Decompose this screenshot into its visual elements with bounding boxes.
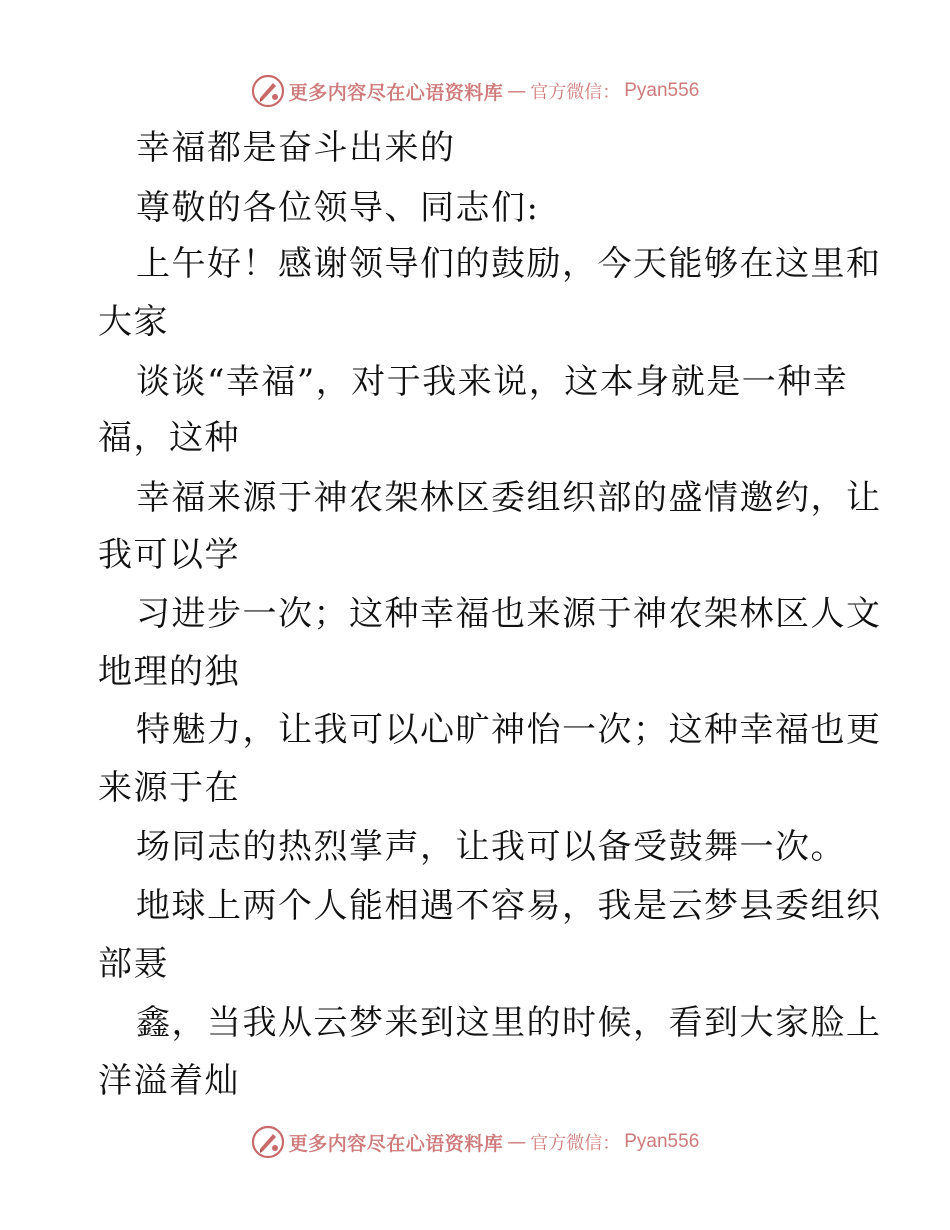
document-title: 幸福都是奋斗出来的 <box>136 128 456 168</box>
header-banner <box>0 71 950 111</box>
paragraph-line: 我可以学 <box>98 535 240 575</box>
paragraph-line: 谈谈“幸福”，对于我来说，这本身就是一种幸 <box>136 362 849 402</box>
paragraph-line: 上午好！感谢领导们的鼓励，今天能够在这里和 <box>136 244 882 284</box>
paragraph-line: 特魅力，让我可以心旷神怡一次；这种幸福也更 <box>136 710 882 750</box>
banner-separator: — <box>507 1131 527 1153</box>
paragraph-line: 部聂 <box>98 944 169 984</box>
paragraph-line: 大家 <box>98 302 169 342</box>
paragraph-line: 洋溢着灿 <box>98 1061 240 1101</box>
banner-separator: — <box>507 80 527 102</box>
quill-seal-icon <box>251 74 285 108</box>
paragraph-line: 鑫，当我从云梦来到这里的时候，看到大家脸上 <box>136 1003 882 1043</box>
paragraph-line: 习进步一次；这种幸福也来源于神农架林区人文 <box>136 594 882 634</box>
footer-banner <box>0 1122 950 1162</box>
banner-title: 更多内容尽在心语资料库 <box>288 1132 504 1155</box>
banner-wechat-label: 官方微信： <box>530 1133 621 1154</box>
paragraph-line: 福，这种 <box>98 418 240 458</box>
paragraph-line: 场同志的热烈掌声，让我可以备受鼓舞一次。 <box>136 827 846 867</box>
paragraph-line: 来源于在 <box>98 768 240 808</box>
banner-title: 更多内容尽在心语资料库 <box>288 81 504 104</box>
quill-seal-icon <box>251 1125 285 1159</box>
salutation: 尊敬的各位领导、同志们: <box>136 188 540 228</box>
banner-wechat-id: Pyan556 <box>624 80 700 101</box>
paragraph-line: 地球上两个人能相遇不容易，我是云梦县委组织 <box>136 886 882 926</box>
paragraph-line: 幸福来源于神农架林区委组织部的盛情邀约，让 <box>136 478 882 518</box>
banner-wechat-label: 官方微信： <box>530 82 621 103</box>
paragraph-line: 地理的独 <box>98 652 240 692</box>
banner-wechat-id: Pyan556 <box>624 1131 700 1152</box>
